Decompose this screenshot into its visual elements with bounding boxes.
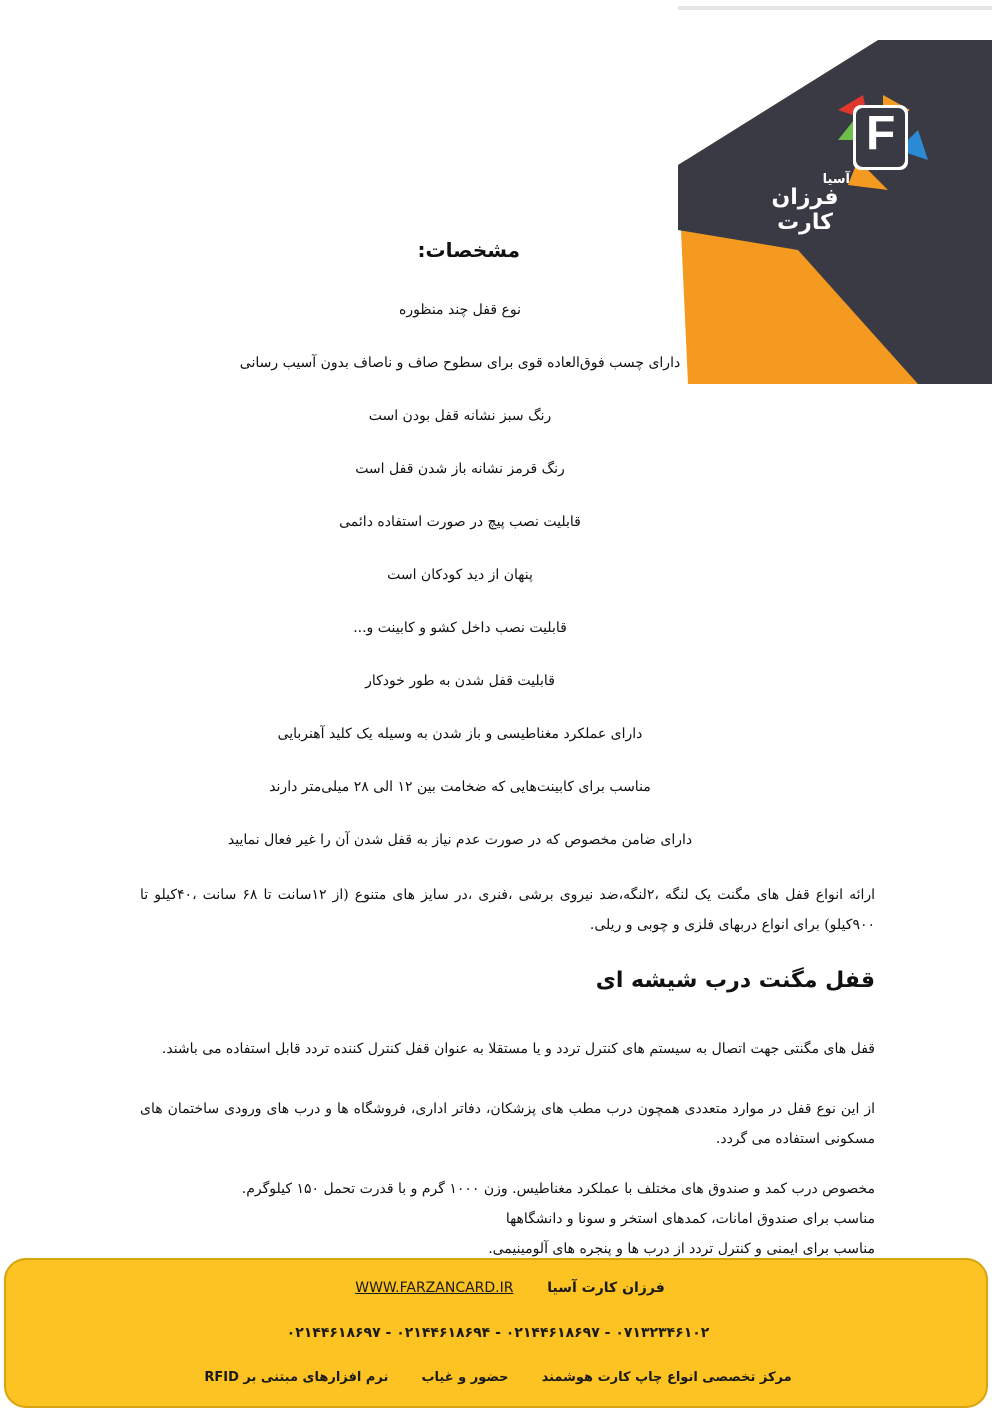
logo-f-letter: F — [866, 107, 896, 160]
feature-item: قابلیت نصب داخل کشو و کابینت و... — [353, 620, 567, 636]
feature-item: رنگ قرمز نشانه باز شدن قفل است — [355, 461, 565, 477]
glass-paragraph-1: قفل های مگنتی جهت اتصال به سیستم های کنترل تردد و یا مستقلا به عنوان قفل کنترل کننده تردد قابل استفاده می باشند. — [161, 1041, 875, 1057]
feature-item: پنهان از دید کودکان است — [387, 567, 533, 583]
feature-item: قابلیت قفل شدن به طور خودکار — [365, 673, 555, 689]
feature-item: دارای عملکرد مغناطیسی و باز شدن به وسیله یک کلید آهنربایی — [277, 726, 643, 742]
footer-website-link[interactable]: WWW.FARZANCARD.IR — [355, 1280, 514, 1296]
footer-service-rfid: نرم افزارهای مبتنی بر RFID — [204, 1370, 389, 1385]
footer-service-cards: مرکز تخصصی انواع چاپ کارت هوشمند — [541, 1370, 792, 1385]
footer-phones: ۰۷۱۳۲۳۴۶۱۰۲ - ۰۲۱۴۴۶۱۸۶۹۷ - ۰۲۱۴۴۶۱۸۶۹۴ - ۰۲۱۴۴۶۱۸۶۹۷ — [286, 1325, 710, 1341]
glass-paragraph-4: مناسب برای صندوق امانات، کمدهای استخر و سونا و دانشگاهها — [505, 1211, 875, 1227]
section-title: قفل مگنت درب شیشه ای — [595, 968, 875, 993]
footer-company-line — [6, 1280, 990, 1296]
glass-paragraph-3: مخصوص درب کمد و صندوق های مختلف با عملکرد مغناطیس. وزن ۱۰۰۰ گرم و با قدرت تحمل ۱۵۰ کیلوگرم. — [241, 1181, 875, 1197]
footer-services-line — [6, 1370, 990, 1385]
glass-paragraph-5: مناسب برای ایمنی و کنترل تردد از درب ها و پنجره های آلومینیمی. — [488, 1241, 875, 1257]
footer-banner — [4, 1258, 988, 1408]
specs-heading: مشخصات: — [417, 238, 520, 262]
footer-company: فرزان کارت آسیا — [547, 1280, 665, 1296]
footer-service-attendance: حضور و غیاب — [421, 1370, 509, 1385]
intro-paragraph: ارائه انواع قفل های مگنت یک لنگه ،۲لنگه،ضد نیروی برشی ،فنری ،در سایز های متنوع (از ۱۲سانت تا ۶۸ سانت ،۴۰کیلو تا ۹۰۰کیلو) برای انواع دربهای فلزی و چوبی و ریلی. — [140, 887, 876, 933]
feature-item: قابلیت نصب پیچ در صورت استفاده دائمی — [339, 514, 581, 530]
feature-item: نوع قفل چند منظوره — [399, 302, 521, 318]
glass-paragraph-2: از این نوع قفل در موارد متعددی همچون درب مطب های پزشکان، دفاتر اداری، فروشگاه ها و درب های ورودی ساختمان های مسکونی استفاده می گردد. — [140, 1101, 875, 1147]
brand-small: آسیا — [822, 172, 850, 187]
feature-item: رنگ سبز نشانه قفل بودن است — [368, 408, 552, 424]
brand-large: فرزان کارت — [771, 185, 839, 235]
brand-name — [740, 172, 870, 235]
feature-item: دارای چسب فوق‌العاده قوی برای سطوح صاف و ناصاف بدون آسیب رسانی — [239, 355, 681, 371]
feature-item: مناسب برای کابینت‌هایی که ضخامت بین ۱۲ الی ۲۸ میلی‌متر دارند — [269, 779, 651, 795]
feature-item: دارای ضامن مخصوص که در صورت عدم نیاز به قفل شدن آن را غیر فعال نمایید — [227, 832, 693, 848]
